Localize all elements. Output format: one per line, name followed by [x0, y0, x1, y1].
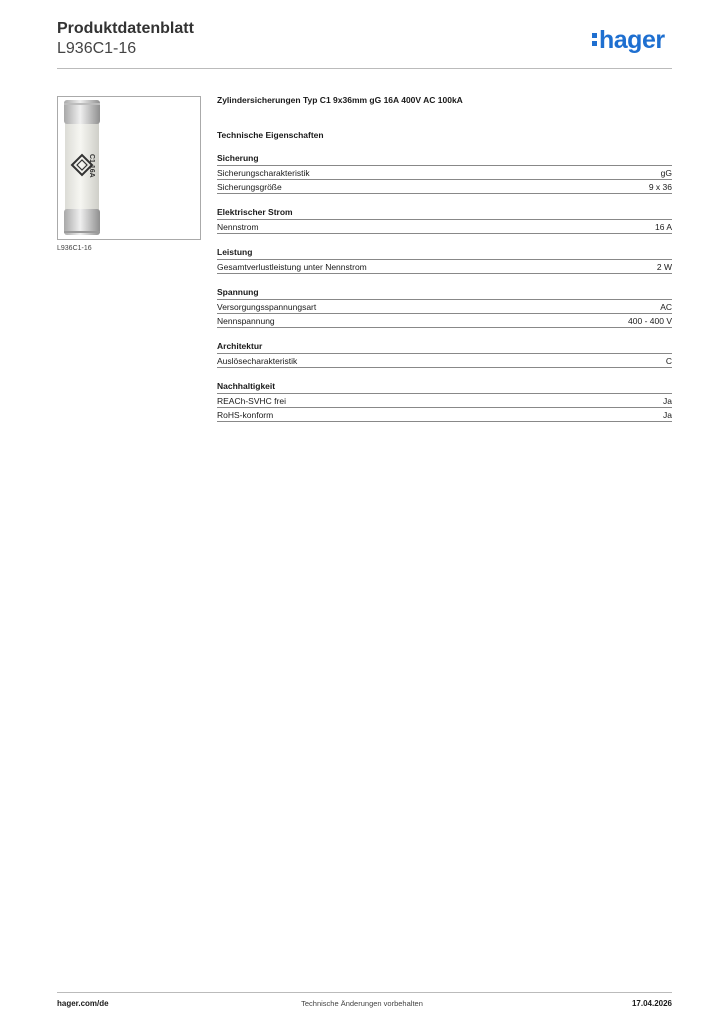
spec-value: 2 W [656, 262, 672, 272]
spec-value: gG [660, 168, 672, 178]
spec-label: Sicherungscharakteristik [217, 168, 310, 178]
section-title: Spannung [217, 286, 672, 300]
section-architektur [217, 340, 672, 368]
spec-row [217, 260, 672, 274]
image-caption: L936C1-16 [57, 245, 92, 252]
spec-value: Ja [663, 396, 672, 406]
tech-title: Technische Eigenschaften [217, 130, 324, 140]
section-title: Elektrischer Strom [217, 206, 672, 220]
spec-label: REACh-SVHC frei [217, 396, 286, 406]
section-sicherung [217, 152, 672, 194]
hager-logo [592, 28, 665, 53]
spec-content [217, 95, 672, 434]
fuse-icon [58, 97, 200, 239]
product-description: Zylindersicherungen Typ C1 9x36mm gG 16A 400V AC 100kA [217, 95, 463, 105]
footer-note: Technische Änderungen vorbehalten [301, 999, 423, 1008]
spec-row [217, 354, 672, 368]
spec-label: Sicherungsgröße [217, 182, 282, 192]
section-title: Nachhaltigkeit [217, 380, 672, 394]
spec-row [217, 314, 672, 328]
spec-row [217, 220, 672, 234]
spec-label: Nennspannung [217, 316, 275, 326]
section-title: Sicherung [217, 152, 672, 166]
fuse-label: C1 16A [88, 154, 95, 178]
section-nachhaltigkeit [217, 380, 672, 422]
spec-row [217, 300, 672, 314]
section-title: Leistung [217, 246, 672, 260]
header-divider [57, 68, 672, 69]
section-elektrischer-strom [217, 206, 672, 234]
spec-label: Versorgungsspannungsart [217, 302, 317, 312]
spec-value: AC [660, 302, 672, 312]
page-title: Produktdatenblatt [57, 20, 194, 37]
spec-value: 16 A [654, 222, 672, 232]
section-spannung [217, 286, 672, 328]
spec-label: RoHS-konform [217, 410, 274, 420]
spec-row [217, 180, 672, 194]
product-image [57, 96, 201, 240]
spec-value: 9 x 36 [648, 182, 672, 192]
spec-row [217, 166, 672, 180]
spec-value: C [665, 356, 672, 366]
section-title: Architektur [217, 340, 672, 354]
spec-row [217, 408, 672, 422]
spec-label: Auslösecharakteristik [217, 356, 298, 366]
product-code: L936C1-16 [57, 40, 137, 57]
spec-label: Gesamtverlustleistung unter Nennstrom [217, 262, 367, 272]
spec-value: 400 - 400 V [628, 316, 672, 326]
footer-website[interactable]: hager.com/de [57, 999, 109, 1008]
footer-divider [57, 992, 672, 993]
spec-label: Nennstrom [217, 222, 259, 232]
footer-date: 17.04.2026 [631, 999, 672, 1008]
logo-dots-icon [592, 30, 597, 49]
spec-row [217, 394, 672, 408]
logo-text: hager [599, 26, 665, 54]
spec-value: Ja [663, 410, 672, 420]
section-leistung [217, 246, 672, 274]
